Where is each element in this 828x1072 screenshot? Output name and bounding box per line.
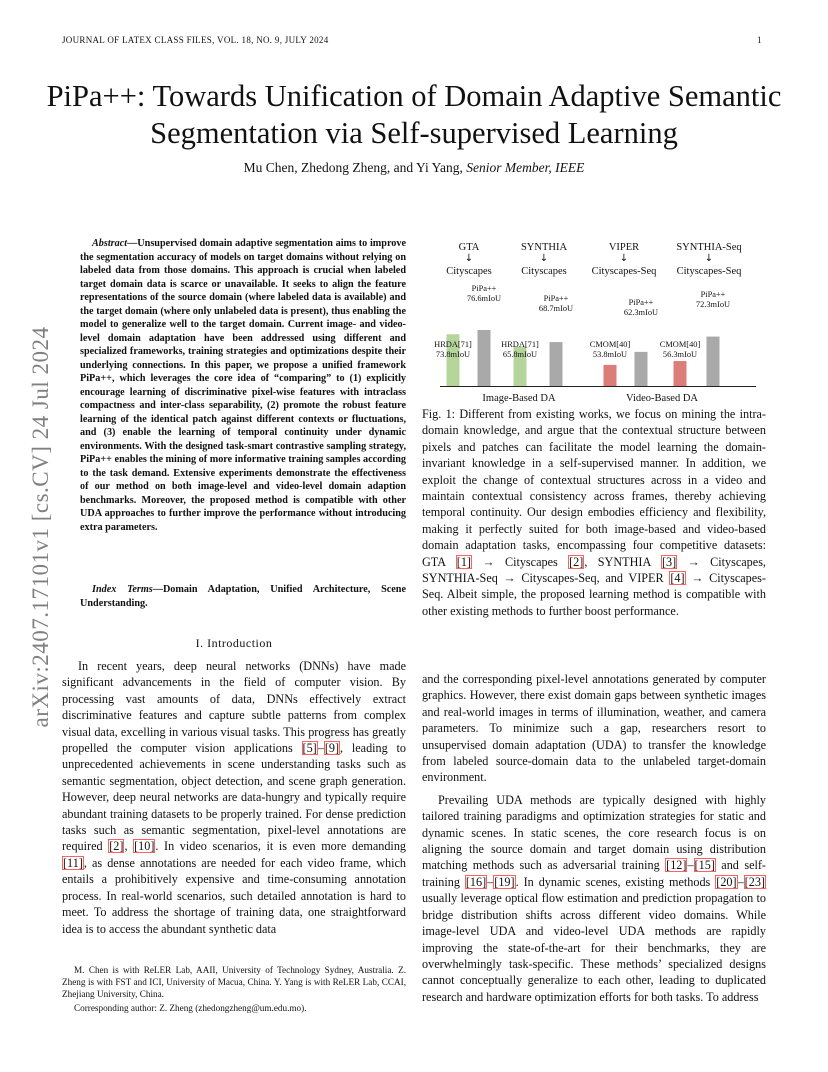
citation-link[interactable]: [2]: [569, 554, 584, 569]
pipa-bar: [550, 342, 563, 386]
citation-link[interactable]: [11]: [63, 855, 83, 870]
arrow-down-icon: ↓: [539, 253, 549, 264]
paragraph-text: . In dynamic scenes, existing methods: [515, 874, 716, 889]
figure-1: [420, 236, 770, 408]
target-label: Cityscapes-Seq: [676, 266, 742, 277]
citation-link[interactable]: [10]: [134, 839, 155, 854]
source-label: VIPER: [608, 242, 640, 253]
abstract-text: —Unsupervised domain adaptive segmentation aims to improve the segmentation accuracy of models on target domains without relying on labeled data from those domains. This approach is crucial when labeled target domain data is scarce or unavailable. It seeks to align the feature representations of the source domain (where labeled data is available) and the target domain (where only unlabeled data is present), thus enabling the model to generalize well to the target domain. Current image- and video-level domain adaptation have been addressed using different and specialized frameworks, training strategies and optimizations despite their underlying connections. In this paper, we propose a unified framework PiPa++, which leverages the core idea of “comparing” to (1) explicitly encourage learning of discriminative pixel-wise features with intraclass compactness and inter-class separability, (2) promote the robust feature learning of the identical patch against different contexts or fluctuations, and (3) enable the learning of temporal continuity under dynamic environments. With the designed task-smart contrastive sampling strategy, PiPa++ enables the mining of more informative training samples according to the task demand. Extensive experiments demonstrate the effectiveness of our method on both image-level and video-level domain adaption benchmarks. Moreover, the proposed method is compatible with other UDA approaches to further improve the performance without introducing extra parameters.: [80, 238, 406, 533]
author-names: Mu Chen, Zhedong Zheng, and Yi Yang,: [243, 160, 463, 175]
author-line: [40, 160, 788, 176]
citation-link[interactable]: [4]: [670, 571, 685, 586]
intro-text: In recent years, deep neural networks (DNNs) have made significant advancements in the field of computer vision. By processing vast amounts of data, DNNs effectively extract discriminative features and capture subtle patterns from complex visual data, excelling in various visual tasks. This progress has greatly propelled the computer vision applications: [62, 659, 406, 756]
paragraph: [422, 792, 766, 1005]
caption-text: , SYNTHIA: [584, 554, 661, 569]
paragraph-text: usually leverage optical flow estimation and prediction propagation to bridge distribution shifts across different video domains. While image-level UDA and video-level UDA methods are rapidly improving the state-of-the-art for their benchmarks, they are overwhelmingly task-specific. These methods’ specialized designs cannot conceptually generalize to each other, leading to duplicated research and hardware optimization efforts for both tasks. To address: [422, 891, 766, 1004]
corresponding-author: Corresponding author: Z. Zheng (zhedongzheng@um.edu.mo).: [74, 1003, 307, 1013]
author-membership: Senior Member, IEEE: [466, 160, 585, 175]
arrow-down-icon: ↓: [704, 253, 714, 264]
bar-label: HRDA[71] 65.8mIoU: [501, 340, 539, 359]
intro-text: ,: [124, 839, 134, 854]
citation-link[interactable]: [20]: [716, 874, 737, 889]
paragraph-text: –: [487, 874, 494, 889]
baseline-bar: [604, 365, 617, 386]
index-terms-label: Index Terms: [92, 584, 153, 595]
bar-label: CMOM[40] 53.8mIoU: [589, 340, 631, 359]
pipa-bar: [707, 337, 720, 386]
target-label: Cityscapes: [446, 266, 492, 277]
paragraph-text: –: [687, 858, 694, 873]
bar-label: PiPa++ 68.7mIoU: [538, 294, 574, 313]
citation-link[interactable]: [2]: [109, 839, 124, 854]
paragraph-text: Prevailing UDA methods are typically designed with highly tailored training paradigms and optimization strategies for static and dynamic scenes. In static scenes, the core research focus is on aligning the source domain and target domain using distribution matching methods such as adversarial training: [422, 792, 766, 873]
intro-paragraph: [62, 658, 406, 937]
citation-link[interactable]: [3]: [661, 554, 677, 569]
arrow-down-icon: ↓: [464, 253, 474, 264]
baseline-bar: [674, 361, 687, 386]
arrow-down-icon: ↓: [619, 253, 629, 264]
pipa-bar: [635, 352, 648, 386]
target-label: Cityscapes: [521, 266, 567, 277]
citation-link[interactable]: [16]: [465, 874, 487, 889]
paragraph: and the corresponding pixel-level annotations generated by computer graphics. However, there exist domain gaps between synthetic images and real-world images in terms of illumination, weather, and camera parameters. To minimize such a gap, researchers resort to unsupervised domain adaptation (UDA) to transfer the knowledge from labeled source-domain data to the unlabeled target-domain environment.: [422, 672, 766, 785]
source-label: SYNTHIA-Seq: [676, 242, 742, 253]
caption-text: → Cityscapes, SYNTHIA-Seq → Cityscapes-Seq, and VIPER: [422, 554, 766, 586]
caption-text: Different from existing works, we focus on mining the intra-domain knowledge, and argue that the contextual structure between pixels and patches can facilitate the model learning the domain-invariant knowledge in a self-supervised manner. In addition, we exploit the change of contextual structures across in a video and maintain contextual consistency across frames, thereby achieving temporal continuity. Our design embodies efficiency and flexibility, making it perfectly suited for both image-based and video-based domain adaptation tasks, encompassing four competitive datasets: GTA: [422, 407, 766, 569]
target-label: Cityscapes-Seq: [591, 266, 657, 277]
abstract: [80, 237, 406, 534]
intro-text: , leading to unprecedented achievements in scene understanding tasks such as semantic segmentation, object detection, and scene graph generation. However, deep neural networks are data-hungry and typically require abundant training datasets to be properly trained. For dense prediction tasks such as semantic segmentation, pixel-level annotations are required: [62, 741, 406, 854]
caption-label: Fig. 1:: [422, 407, 460, 421]
footnote: [62, 964, 406, 1014]
citation-link[interactable]: [23]: [744, 874, 765, 889]
index-terms: [80, 583, 406, 610]
figure-caption: [422, 406, 766, 619]
intro-text: . In video scenarios, it is even more demanding: [155, 839, 407, 854]
bar-label: PiPa++ 76.6mIoU: [466, 284, 502, 303]
right-column: [422, 671, 766, 1005]
citation-link[interactable]: [19]: [494, 874, 515, 889]
group-label: Image-Based DA: [482, 393, 556, 404]
section-heading: I. Introduction: [195, 636, 273, 650]
journal-header: JOURNAL OF LATEX CLASS FILES, VOL. 18, NO. 9, JULY 2024: [62, 35, 329, 45]
source-label: SYNTHIA: [520, 242, 568, 253]
page-number: 1: [757, 35, 762, 45]
intro-text: , as dense annotations are needed for each video frame, which entails a prohibitively expensive and time-consuming annotation process. In real-world scenarios, such detailed annotation is hard to meet. To address the shortage of training data, one straightforward idea is to access the abundant synthetic data: [62, 855, 406, 936]
caption-text: → Cityscapes: [472, 554, 569, 569]
citation-link[interactable]: [15]: [694, 858, 715, 873]
caption-text: → Cityscapes-Seq. Albeit simple, the proposed learning method is compatible with other existing methods to further boost performance.: [422, 571, 766, 618]
affiliations: M. Chen is with ReLER Lab, AAII, University of Technology Sydney, Australia. Z. Zheng is with FST and ICI, University of Macua, China. Y. Yang is with ReLER Lab, CCAI, Zhejiang University, China.: [62, 965, 406, 999]
paragraph-text: and self-training: [422, 858, 766, 889]
bar-label: HRDA[71] 73.8mIoU: [434, 340, 472, 359]
index-terms-text: —Domain Adaptation, Unified Architecture, Scene Understanding.: [80, 584, 406, 609]
pipa-bar: [478, 330, 491, 386]
citation-link[interactable]: [9]: [324, 741, 340, 756]
citation-link[interactable]: [5]: [302, 741, 317, 756]
citation-link[interactable]: [12]: [666, 858, 687, 873]
arxiv-id: arXiv:2407.17101v1 [cs.CV] 24 Jul 2024: [28, 326, 53, 728]
citation-link[interactable]: [1]: [456, 554, 471, 569]
source-label: GTA: [458, 242, 480, 253]
bar-label: PiPa++ 62.3mIoU: [623, 298, 659, 317]
intro-text: –: [317, 741, 324, 756]
paper-title: PiPa++: Towards Unification of Domain Adaptive Semantic Segmentation via Self-supervised Learning: [46, 79, 782, 150]
group-label: Video-Based DA: [626, 393, 698, 404]
paragraph-text: –: [737, 874, 744, 889]
bar-label: PiPa++ 72.3mIoU: [695, 290, 731, 309]
bar-label: CMOM[40] 56.3mIoU: [659, 340, 701, 359]
abstract-label: Abstract: [92, 238, 128, 249]
